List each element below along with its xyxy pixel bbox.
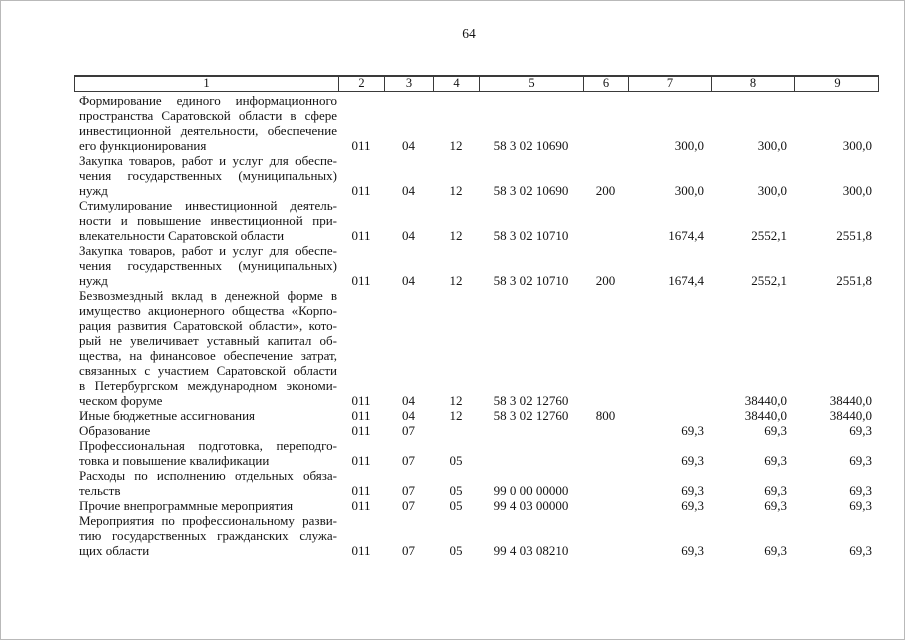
name-line: его функционирования <box>79 138 207 153</box>
cell-col4: 12 <box>449 138 463 153</box>
cell-col8: 300,0 <box>757 138 787 153</box>
cell-col2: 011 <box>351 543 371 558</box>
cell-col8: 69,3 <box>764 543 787 558</box>
name-line: нужд <box>79 273 108 288</box>
cell-name <box>74 513 338 558</box>
cell-col9: 69,3 <box>849 423 872 438</box>
header-cell-3: 3 <box>385 77 434 91</box>
cell-col4: 05 <box>449 483 463 498</box>
name-line: Безвозмездный вклад в денежной форме в <box>79 288 337 303</box>
cell-col2: 011 <box>351 273 371 288</box>
name-line: имущество акционерного общества «Корпо- <box>79 303 337 318</box>
cell-col6: 800 <box>595 408 616 423</box>
table-body <box>74 93 879 558</box>
cell-col2: 011 <box>351 183 371 198</box>
cell-col3: 07 <box>402 453 415 468</box>
cell-col9: 69,3 <box>849 498 872 513</box>
cell-col9: 300,0 <box>842 138 872 153</box>
table-header-row <box>74 75 879 92</box>
cell-col4: 05 <box>449 453 463 468</box>
cell-col2: 011 <box>351 483 371 498</box>
cell-col7: 69,3 <box>681 453 704 468</box>
cell-col7: 1674,4 <box>668 273 704 288</box>
cell-col8: 69,3 <box>764 423 787 438</box>
cell-col7: 69,3 <box>681 423 704 438</box>
page-number: 64 <box>462 26 476 41</box>
table-row <box>74 93 879 153</box>
cell-col9: 2551,8 <box>836 273 872 288</box>
name-line: Стимулирование инвестиционной деятель- <box>79 198 337 213</box>
name-line: чения государственных (муниципальных) <box>79 168 337 183</box>
cell-col7: 69,3 <box>681 543 704 558</box>
table-row <box>74 408 879 423</box>
table-row <box>74 288 879 408</box>
name-line: пространства Саратовской области в сфере <box>79 108 337 123</box>
cell-col7: 1674,4 <box>668 228 704 243</box>
table-row <box>74 243 879 288</box>
cell-col3: 04 <box>402 393 415 408</box>
name-line: Закупка товаров, работ и услуг для обеспе- <box>79 243 337 258</box>
cell-col2: 011 <box>351 423 371 438</box>
cell-col8: 38440,0 <box>744 408 787 423</box>
cell-col8: 2552,1 <box>751 273 787 288</box>
cell-col9: 69,3 <box>849 543 872 558</box>
cell-col4: 12 <box>449 228 463 243</box>
name-line: тельств <box>79 483 121 498</box>
cell-col2: 011 <box>351 393 371 408</box>
name-line: товка и повышение квалификации <box>79 453 270 468</box>
name-line: Закупка товаров, работ и услуг для обеспе- <box>79 153 337 168</box>
cell-col5: 99 0 00 00000 <box>493 483 569 498</box>
name-line: Формирование единого информационного <box>79 93 337 108</box>
cell-col7: 69,3 <box>681 498 704 513</box>
cell-col3: 07 <box>402 543 415 558</box>
header-cell-2: 2 <box>339 77 385 91</box>
name-line: в Петербургском международном экономи- <box>79 378 337 393</box>
cell-col3: 04 <box>402 273 415 288</box>
table-row <box>74 513 879 558</box>
name-line: Мероприятия по профессиональному разви- <box>79 513 337 528</box>
cell-col7: 300,0 <box>674 183 704 198</box>
cell-name <box>74 423 338 438</box>
cell-col2: 011 <box>351 228 371 243</box>
cell-col5: 58 3 02 10710 <box>493 228 569 243</box>
cell-col3: 07 <box>402 483 415 498</box>
cell-col5: 58 3 02 12760 <box>493 393 569 408</box>
table-row <box>74 438 879 468</box>
cell-col3: 04 <box>402 408 415 423</box>
cell-col2: 011 <box>351 138 371 153</box>
cell-col8: 69,3 <box>764 453 787 468</box>
name-line: щества, на финансовое обеспечение затрат, <box>79 348 337 363</box>
cell-col5: 99 4 03 08210 <box>493 543 569 558</box>
table-row <box>74 498 879 513</box>
cell-col4: 05 <box>449 498 463 513</box>
cell-col5: 58 3 02 10690 <box>493 183 569 198</box>
header-cell-9: 9 <box>834 77 841 90</box>
cell-name <box>74 93 338 153</box>
table-row <box>74 468 879 498</box>
name-line: Профессиональная подготовка, переподго- <box>79 438 337 453</box>
cell-col7: 300,0 <box>674 138 704 153</box>
cell-name <box>74 408 338 423</box>
name-line: рый не увеличивает уставный капитал об- <box>79 333 337 348</box>
budget-table <box>74 75 879 558</box>
name-line: инвестиционной деятельности, обеспечение <box>79 123 337 138</box>
header-cell-1: 1 <box>75 77 339 91</box>
name-line: рация развития Саратовской области», кото- <box>79 318 337 333</box>
cell-col5: 58 3 02 12760 <box>493 408 569 423</box>
table-row <box>74 198 879 243</box>
cell-col4: 12 <box>449 273 463 288</box>
cell-col8: 69,3 <box>764 498 787 513</box>
name-line: Прочие внепрограммные мероприятия <box>79 498 294 513</box>
name-line: щих области <box>79 543 150 558</box>
name-line: чения государственных (муниципальных) <box>79 258 337 273</box>
cell-col7: 69,3 <box>681 483 704 498</box>
cell-col4: 05 <box>449 543 463 558</box>
cell-name <box>74 198 338 243</box>
cell-name <box>74 438 338 468</box>
cell-col5: 58 3 02 10690 <box>493 138 569 153</box>
cell-col5: 58 3 02 10710 <box>493 273 569 288</box>
cell-col6: 200 <box>595 183 616 198</box>
name-line: Образование <box>79 423 151 438</box>
cell-col8: 38440,0 <box>744 393 787 408</box>
cell-col8: 300,0 <box>757 183 787 198</box>
cell-col4: 12 <box>449 393 463 408</box>
cell-col9: 69,3 <box>849 483 872 498</box>
cell-col8: 2552,1 <box>751 228 787 243</box>
name-line: нужд <box>79 183 108 198</box>
header-cell-8: 8 <box>712 77 795 91</box>
name-line: тию государственных гражданских служа- <box>79 528 337 543</box>
cell-name <box>74 468 338 498</box>
cell-col9: 69,3 <box>849 453 872 468</box>
cell-col8: 69,3 <box>764 483 787 498</box>
cell-col9: 38440,0 <box>829 393 872 408</box>
cell-col9: 2551,8 <box>836 228 872 243</box>
name-line: влекательности Саратовской области <box>79 228 285 243</box>
cell-col3: 04 <box>402 138 415 153</box>
cell-name <box>74 288 338 408</box>
name-line: Расходы по исполнению отдельных обяза- <box>79 468 337 483</box>
name-line: ческом форуме <box>79 393 163 408</box>
cell-col2: 011 <box>351 408 371 423</box>
cell-name <box>74 498 338 513</box>
table-row <box>74 153 879 198</box>
header-cell-6: 6 <box>584 77 629 91</box>
name-line: связанных с участием Саратовской области <box>79 363 337 378</box>
cell-col9: 38440,0 <box>829 408 872 423</box>
cell-name <box>74 153 338 198</box>
cell-col3: 04 <box>402 228 415 243</box>
cell-name <box>74 243 338 288</box>
header-cell-4: 4 <box>434 77 480 91</box>
cell-col2: 011 <box>351 453 371 468</box>
name-line: ности и повышение инвестиционной при- <box>79 213 337 228</box>
cell-col2: 011 <box>351 498 371 513</box>
cell-col4: 12 <box>449 408 463 423</box>
cell-col5: 99 4 03 00000 <box>493 498 569 513</box>
cell-col9: 300,0 <box>842 183 872 198</box>
table-row <box>74 423 879 438</box>
cell-col3: 04 <box>402 183 415 198</box>
cell-col3: 07 <box>402 423 415 438</box>
cell-col3: 07 <box>402 498 415 513</box>
name-line: Иные бюджетные ассигнования <box>79 408 256 423</box>
header-cell-5: 5 <box>480 77 584 91</box>
cell-col4: 12 <box>449 183 463 198</box>
cell-col6: 200 <box>595 273 616 288</box>
header-cell-7: 7 <box>629 77 712 91</box>
